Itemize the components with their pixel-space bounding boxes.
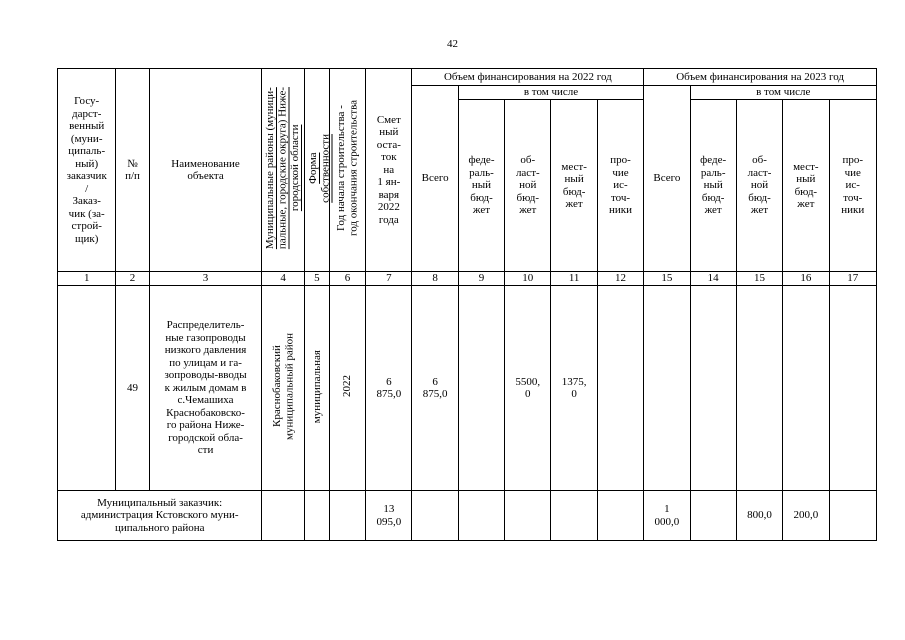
header-financing-2022: Объем финансирования на 2022 год [412,69,644,86]
cell-total-2023 [644,286,690,491]
header-local-2023: мест- ный бюд- жет [783,100,829,272]
cell-total-2022: 6 875,0 [412,286,458,491]
cell-estimate: 6 875,0 [366,286,412,491]
summary-estimate: 13 095,0 [366,491,412,541]
column-number: 4 [262,272,304,286]
table-row [58,286,877,491]
column-number: 17 [829,272,877,286]
header-other-2022: про- чие ис- точ- ники [597,100,643,272]
header-total-2022: Всего [412,86,458,272]
column-number: 3 [149,272,262,286]
column-number: 11 [551,272,597,286]
header-financing-2023: Объем финансирования на 2023 год [644,69,877,86]
cell-district: Краснобаковский муниципальный район [270,332,296,440]
column-number: 10 [505,272,551,286]
header-local-2022: мест- ный бюд- жет [551,100,597,272]
summary-label: Муниципальный заказчик: администрация Кстовского муни- ципального района [58,491,262,541]
column-number: 14 [690,272,736,286]
header-total-2023: Всего [644,86,690,272]
column-numbers-row [58,272,877,286]
page-number: 42 [447,38,458,50]
cell-years: 2022 [341,375,354,398]
cell-local-2022: 1375, 0 [551,286,597,491]
cell-federal-2023 [690,286,736,491]
header-number: № п/п [116,69,149,272]
header-regional-2023: об- ласт- ной бюд- жет [736,100,782,272]
column-number: 2 [116,272,149,286]
summary-total-2023: 1 000,0 [644,491,690,541]
header-districts: Муниципальные районы (муници- пальные, городские округа) Ниже- городской области [264,87,302,250]
cell-regional-2023 [736,286,782,491]
header-federal-2022: феде- раль- ный бюд- жет [458,100,504,272]
financing-table [57,68,877,541]
column-number: 15 [736,272,782,286]
column-number: 15 [644,272,690,286]
header-ownership: Форма собственности [306,133,332,203]
summary-regional-2023: 800,0 [736,491,782,541]
column-number: 6 [329,272,365,286]
column-number: 7 [366,272,412,286]
header-years: Год начала строительства - год окончания строительства [335,100,360,237]
cell-number: 49 [116,286,149,491]
header-regional-2022: об- ласт- ной бюд- жет [505,100,551,272]
header-including-2022: в том числе [458,86,643,100]
column-number: 12 [597,272,643,286]
column-number: 1 [58,272,116,286]
header-estimate: Смет ный оста- ток на 1 ян- варя 2022 года [366,69,412,272]
column-number: 9 [458,272,504,286]
column-number: 5 [304,272,329,286]
cell-object-name: Распределитель- ные газопроводы низкого давления по улицам и га- зопроводы-вводы к жилым домам в с.Чемашиха Краснобаковско- го района Ниже- городской обла- сти [149,286,262,491]
cell-customer [58,286,116,491]
cell-ownership: муниципальная [310,349,323,423]
header-federal-2023: феде- раль- ный бюд- жет [690,100,736,272]
column-number: 8 [412,272,458,286]
cell-federal-2022 [458,286,504,491]
header-object-name: Наименование объекта [149,69,262,272]
cell-other-2022 [597,286,643,491]
summary-row [58,491,877,541]
cell-other-2023 [829,286,877,491]
header-customer: Госу- дарст- венный (муни- ципаль- ный) заказчик / Заказ- чик (за- строй- щик) [58,69,116,272]
column-number: 16 [783,272,829,286]
header-including-2023: в том числе [690,86,876,100]
summary-local-2023: 200,0 [783,491,829,541]
cell-local-2023 [783,286,829,491]
header-other-2023: про- чие ис- точ- ники [829,100,877,272]
cell-regional-2022: 5500, 0 [505,286,551,491]
